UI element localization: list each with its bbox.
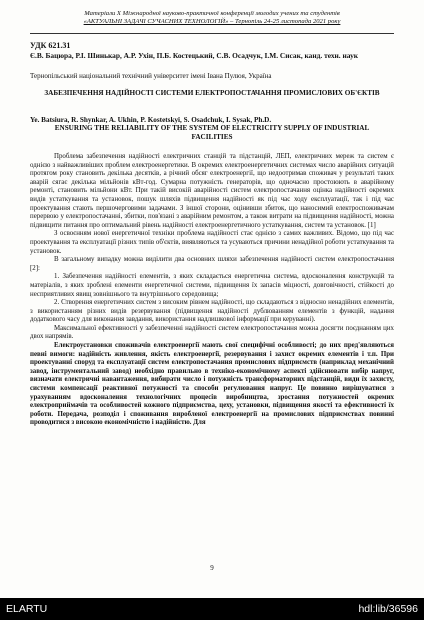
title-uk: ЗАБЕЗПЕЧЕННЯ НАДІЙНОСТІ СИСТЕМИ ЕЛЕКТРОПОСТАЧАННЯ ПРОМИСЛОВИХ ОБ'ЄКТІВ (44, 89, 380, 97)
header-divider (30, 33, 394, 34)
authors-en: Ye. Batsiura, R. Shynkar, A. Ukhin, P. Kostetskyi, S. Osadchuk, I. Sysak, Ph.D. (30, 116, 272, 124)
conference-header (30, 10, 394, 26)
repository-name: ELARTU (6, 603, 48, 615)
article-body (30, 153, 394, 428)
affiliation: Тернопільський національний технічний університет імені Івана Пулюя, Україна (30, 72, 272, 80)
header-line-2: «АКТУАЛЬНІ ЗАДАЧІ СУЧАСНИХ ТЕХНОЛОГІЙ» – Тернопіль 24-25 листопада 2021 року (83, 18, 341, 25)
paragraph: З освоєнням нової енергетичної техніки проблема надійності стає однією з самих важливих. Відомо, що під час проектування та експлуатації різних типів об'єктів, виявляються та усуваються причини ненадійної роботи устаткування та установок. (30, 230, 394, 255)
paragraph: Електроустановки споживачів електроенергії мають свої специфічні особливості; до них пред'являються певні вимоги: надійність живлення, якість електроенергії, резервування і захист окремих елементів і т.п. При проектуванні споруд та експлуатації систем електропостачання промислових підприємств (наприклад механічний завод, інструментальний завод) необхідно правильно в техніко-економічному аспекті здійснювати вибір напруг, визначати електричні навантаження, вибирати число і потужність трансформаторних підстанцій, види їх захисту, системи компенсації реактивної потужності та способи регулювання напруг. Це повинно вирішуватися з урахуванням вдосконалення технологічних процесів виробництва, зростання потужностей окремих електроприймачів та особливостей кожного підприємства, цеху, установки, підвищення якості та ефективності їх роботи. Передача, розподіл і споживання виробленої електроенергії на промислових підприємствах повинні проводитися з високою економічністю і надійністю. Для (30, 342, 394, 427)
paragraph: В загальному випадку можна виділити два основних шляхи забезпечення надійності систем електропостачання [2]: (30, 256, 394, 272)
authors-uk: Є.В. Бацюра, Р.І. Шинькар, А.Р. Ухін, П.Б. Костецький, С.В. Осадчук, І.М. Сисак, канд. техн. наук (30, 51, 359, 60)
paragraph: Максимальної ефективності у забезпеченні надійності систем електропостачання можна досягти поєднанням цих двох напрямів. (30, 324, 394, 341)
repository-footer-bar (0, 598, 424, 620)
paragraph: Проблема забезпечення надійності електричних станцій та підстанцій, ЛЕП, електричних мереж та систем є однією з найважливіших проблем електроенергетики. В окремих електроенергетичних системах число аварійних ситуацій протягом року становить декілька десятків, а річний обсяг електроенергії, що недоотримав споживач у результаті таких аварій сягає декілька мільйонів кВт-год. Сумарна потужність генераторів, що одночасно простоюють в аварійному ремонті, становить мільйони кВт. При такій високій аварійності систем електропостачання оцінка надійності окремих видів устаткування та установок, пошук шляхів підвищення надійності як під час ходу експлуатації, так і під час проектування стають першочерговими задачами. З іншої сторони, оцінивши збиток, що наносимий електроспоживачам перервою у електропостачанні, збитки, пов'язані з аварійним ремонтом, а також витрати на підвищення надійності, можна підвищити питання про оптимальний рівень надійності електроенергетичного устаткування, систем та установок. [1] (30, 153, 394, 229)
page-number: 9 (210, 564, 214, 572)
udk-code: УДК 621.31 (30, 41, 71, 50)
handle-id: hdl:lib/36596 (358, 603, 418, 615)
title-en: ENSURING THE RELIABILITY OF THE SYSTEM OF ELECTRICITY SUPPLY OF INDUSTRIAL FACILITIES (54, 124, 370, 141)
paragraph: 2. Створення енергетичних систем з високим рівнем надійності, що складаються з відносно ненадійних елементів, з використанням різних видів резервування (підвищення надійності дублюванням елементів з функцій, надання додаткового часу для виконання завдання, використання надлишкової інформації при керуванні). (30, 299, 394, 324)
paragraph: 1. Забезпечення надійності елементів, з яких складається енергетична система, вдосконалення конструкцій та матеріалів, з яких зроблені елементи енергетичної системи, підвищення їх запасів міцності, довговічності, стійкості до несприятливих явищ зовнішнього та внутрішнього середовища; (30, 273, 394, 298)
header-line-1: Матеріали Х Міжнародної науково-практичної конференції молодих учених та студентів (84, 10, 340, 17)
